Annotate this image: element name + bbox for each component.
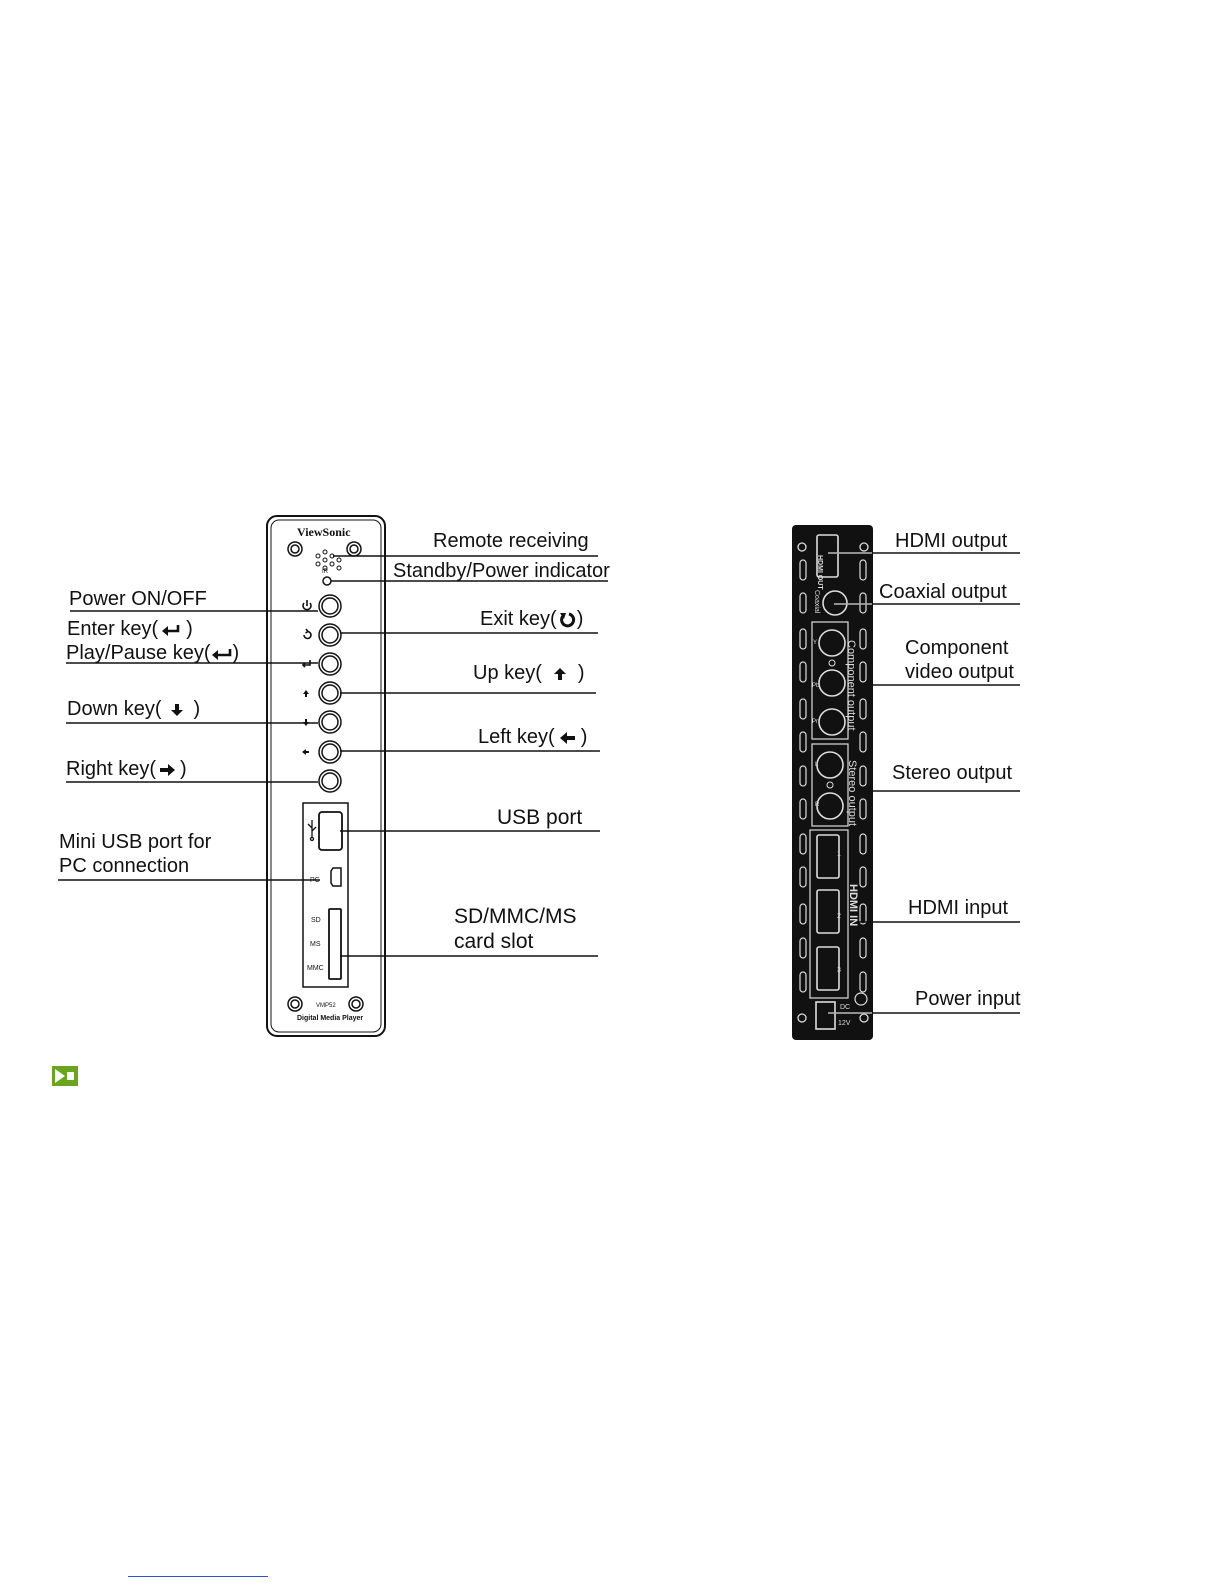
callout-power: Power ON/OFF bbox=[69, 588, 207, 610]
callout-right-text: Right key( bbox=[66, 758, 157, 780]
callout-right-paren: ) bbox=[180, 758, 187, 780]
callout-hdmi-output: HDMI output bbox=[895, 530, 1008, 552]
rear-label-component: Component output bbox=[845, 640, 857, 731]
callout-play-pause-text: Play/Pause key( bbox=[66, 642, 211, 664]
ir-label: IR bbox=[322, 569, 328, 575]
model-label: VMP52 bbox=[316, 1003, 336, 1009]
nav-arrow-icon[interactable] bbox=[52, 1066, 78, 1086]
callout-down-text: Down key( bbox=[67, 698, 162, 720]
callout-coaxial-output: Coaxial output bbox=[879, 581, 1007, 603]
callout-usb-port: USB port bbox=[497, 806, 583, 829]
callout-enter-paren: ) bbox=[186, 618, 193, 640]
callout-left-text: Left key( bbox=[478, 726, 555, 748]
rear-label-pb: Pb bbox=[812, 683, 820, 689]
rear-label-l: L bbox=[815, 762, 819, 768]
callout-mini-usb-2: PC connection bbox=[59, 855, 190, 877]
callout-left-paren: ) bbox=[580, 726, 588, 748]
rear-label-hdmi-out: HDMI OUT bbox=[816, 555, 823, 590]
callout-stereo-output: Stereo output bbox=[892, 762, 1013, 784]
callout-mini-usb-1: Mini USB port for bbox=[59, 831, 212, 853]
rear-label-pr: Pr bbox=[812, 719, 818, 725]
callout-component-2: video output bbox=[905, 661, 1014, 683]
rear-label-r: R bbox=[815, 802, 820, 808]
callout-up-paren: ) bbox=[577, 662, 585, 684]
rear-label-coaxial: Coaxial bbox=[813, 590, 820, 614]
rear-label-hdmi-in: HDMI IN bbox=[847, 884, 859, 927]
callout-power-input: Power input bbox=[915, 988, 1021, 1010]
port-label-sd: SD bbox=[311, 917, 321, 924]
callout-card-slot-2: card slot bbox=[454, 930, 534, 953]
callout-card-slot-1: SD/MMC/MS bbox=[454, 905, 577, 928]
callout-hdmi-input: HDMI input bbox=[908, 897, 1009, 919]
rear-label-y: Y bbox=[813, 640, 818, 646]
brand-logo: ViewSonic bbox=[297, 525, 351, 539]
rear-label-12v: 12V bbox=[838, 1020, 851, 1027]
product-name: Digital Media Player bbox=[297, 1015, 364, 1022]
port-label-mmc: MMC bbox=[307, 965, 324, 972]
rear-label-dc: DC bbox=[840, 1004, 851, 1011]
callout-up-text: Up key( bbox=[473, 662, 542, 684]
callout-play-pause-paren: ) bbox=[232, 642, 240, 664]
rear-label-in1: 1 bbox=[837, 851, 841, 858]
rear-label-in3: 3 bbox=[837, 967, 841, 974]
rear-label-stereo: Stereo output bbox=[846, 760, 858, 827]
rear-label-in2: 2 bbox=[837, 913, 841, 920]
footer-link-underline[interactable] bbox=[128, 1576, 268, 1577]
port-label-pc: PC bbox=[310, 877, 320, 884]
callout-enter-text: Enter key( bbox=[67, 618, 159, 640]
callout-exit-paren: ) bbox=[576, 608, 584, 630]
callout-standby-indicator: Standby/Power indicator bbox=[393, 560, 610, 582]
port-label-ms: MS bbox=[310, 941, 321, 948]
rear-panel-body bbox=[792, 525, 873, 1040]
callout-component-1: Component bbox=[905, 637, 1009, 659]
callout-down-paren: ) bbox=[193, 698, 201, 720]
callout-remote-receiving: Remote receiving bbox=[433, 530, 589, 552]
callout-exit-text: Exit key( bbox=[480, 608, 557, 630]
